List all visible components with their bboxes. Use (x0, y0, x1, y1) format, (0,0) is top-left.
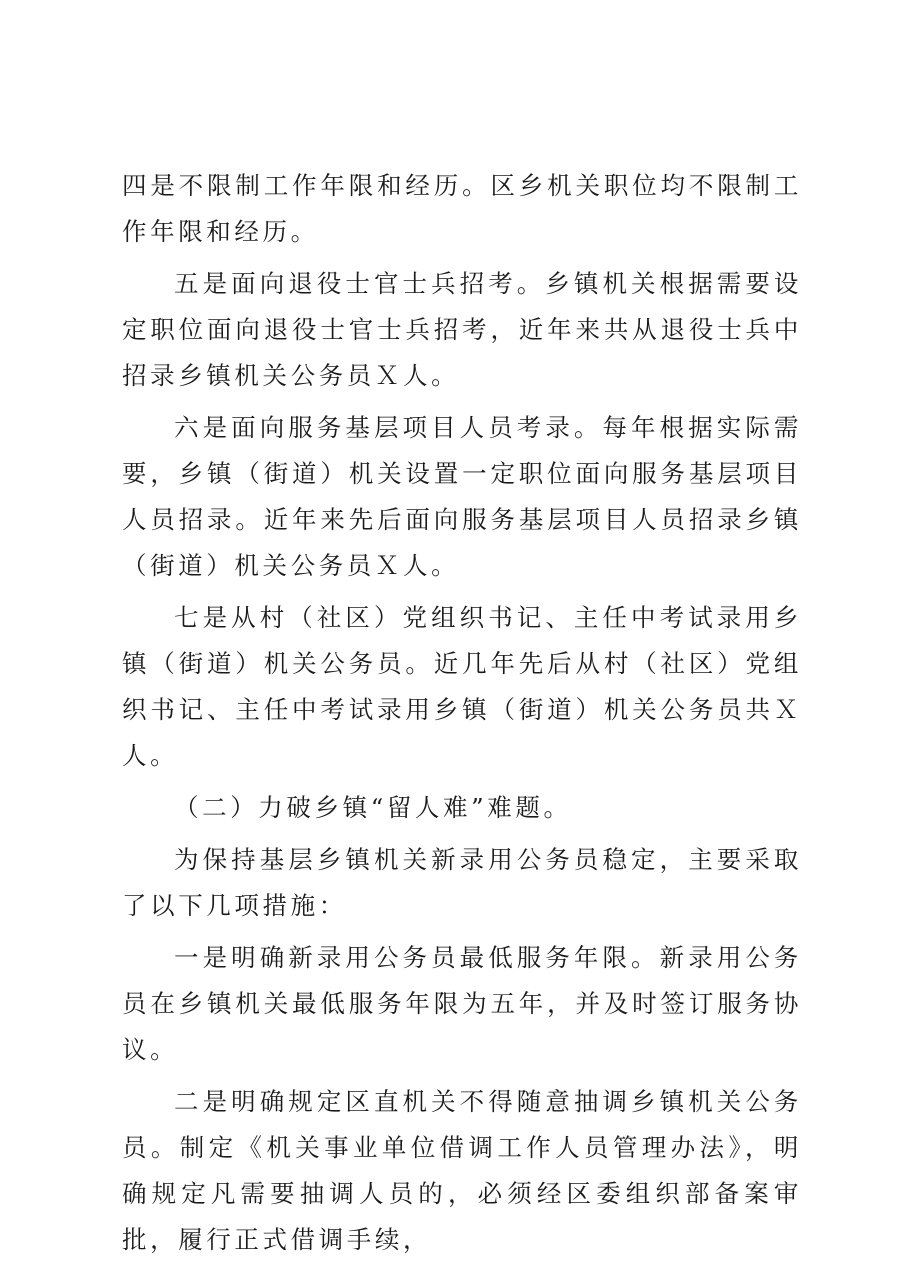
document-body (122, 163, 802, 1269)
paragraph-3: 六是面向服务基层项目人员考录。每年根据实际需要，乡镇（街道）机关设置一定职位面向服务基层项目人员招录。近年来先后面向服务基层项目人员招录乡镇（街道）机关公务员Ｘ人。 (122, 413, 802, 580)
paragraph-1: 四是不限制工作年限和经历。区乡机关职位均不限制工作年限和经历。 (122, 171, 802, 246)
paragraph-6: 为保持基层乡镇机关新录用公务员稳定，主要采取了以下几项措施： (122, 845, 802, 920)
section-heading: （二）力破乡镇“留人难”难题。 (174, 793, 572, 822)
paragraph-4: 七是从村（社区）党组织书记、主任中考试录用乡镇（街道）机关公务员。近几年先后从村（社区）党组织书记、主任中考试录用乡镇（街道）机关公务员共Ｘ人。 (122, 603, 802, 770)
paragraph-7: 一是明确新录用公务员最低服务年限。新录用公务员在乡镇机关最低服务年限为五年，并及时签订服务协议。 (122, 943, 802, 1064)
paragraph-8: 二是明确规定区直机关不得随意抽调乡镇机关公务员。制定《机关事业单位借调工作人员管理办法》，明确规定凡需要抽调人员的，必须经区委组织部备案审批，履行正式借调手续， (122, 1087, 802, 1254)
paragraph-2: 五是面向退役士官士兵招考。乡镇机关根据需要设定职位面向退役士官士兵招考，近年来共从退役士兵中招录乡镇机关公务员Ｘ人。 (122, 269, 802, 390)
